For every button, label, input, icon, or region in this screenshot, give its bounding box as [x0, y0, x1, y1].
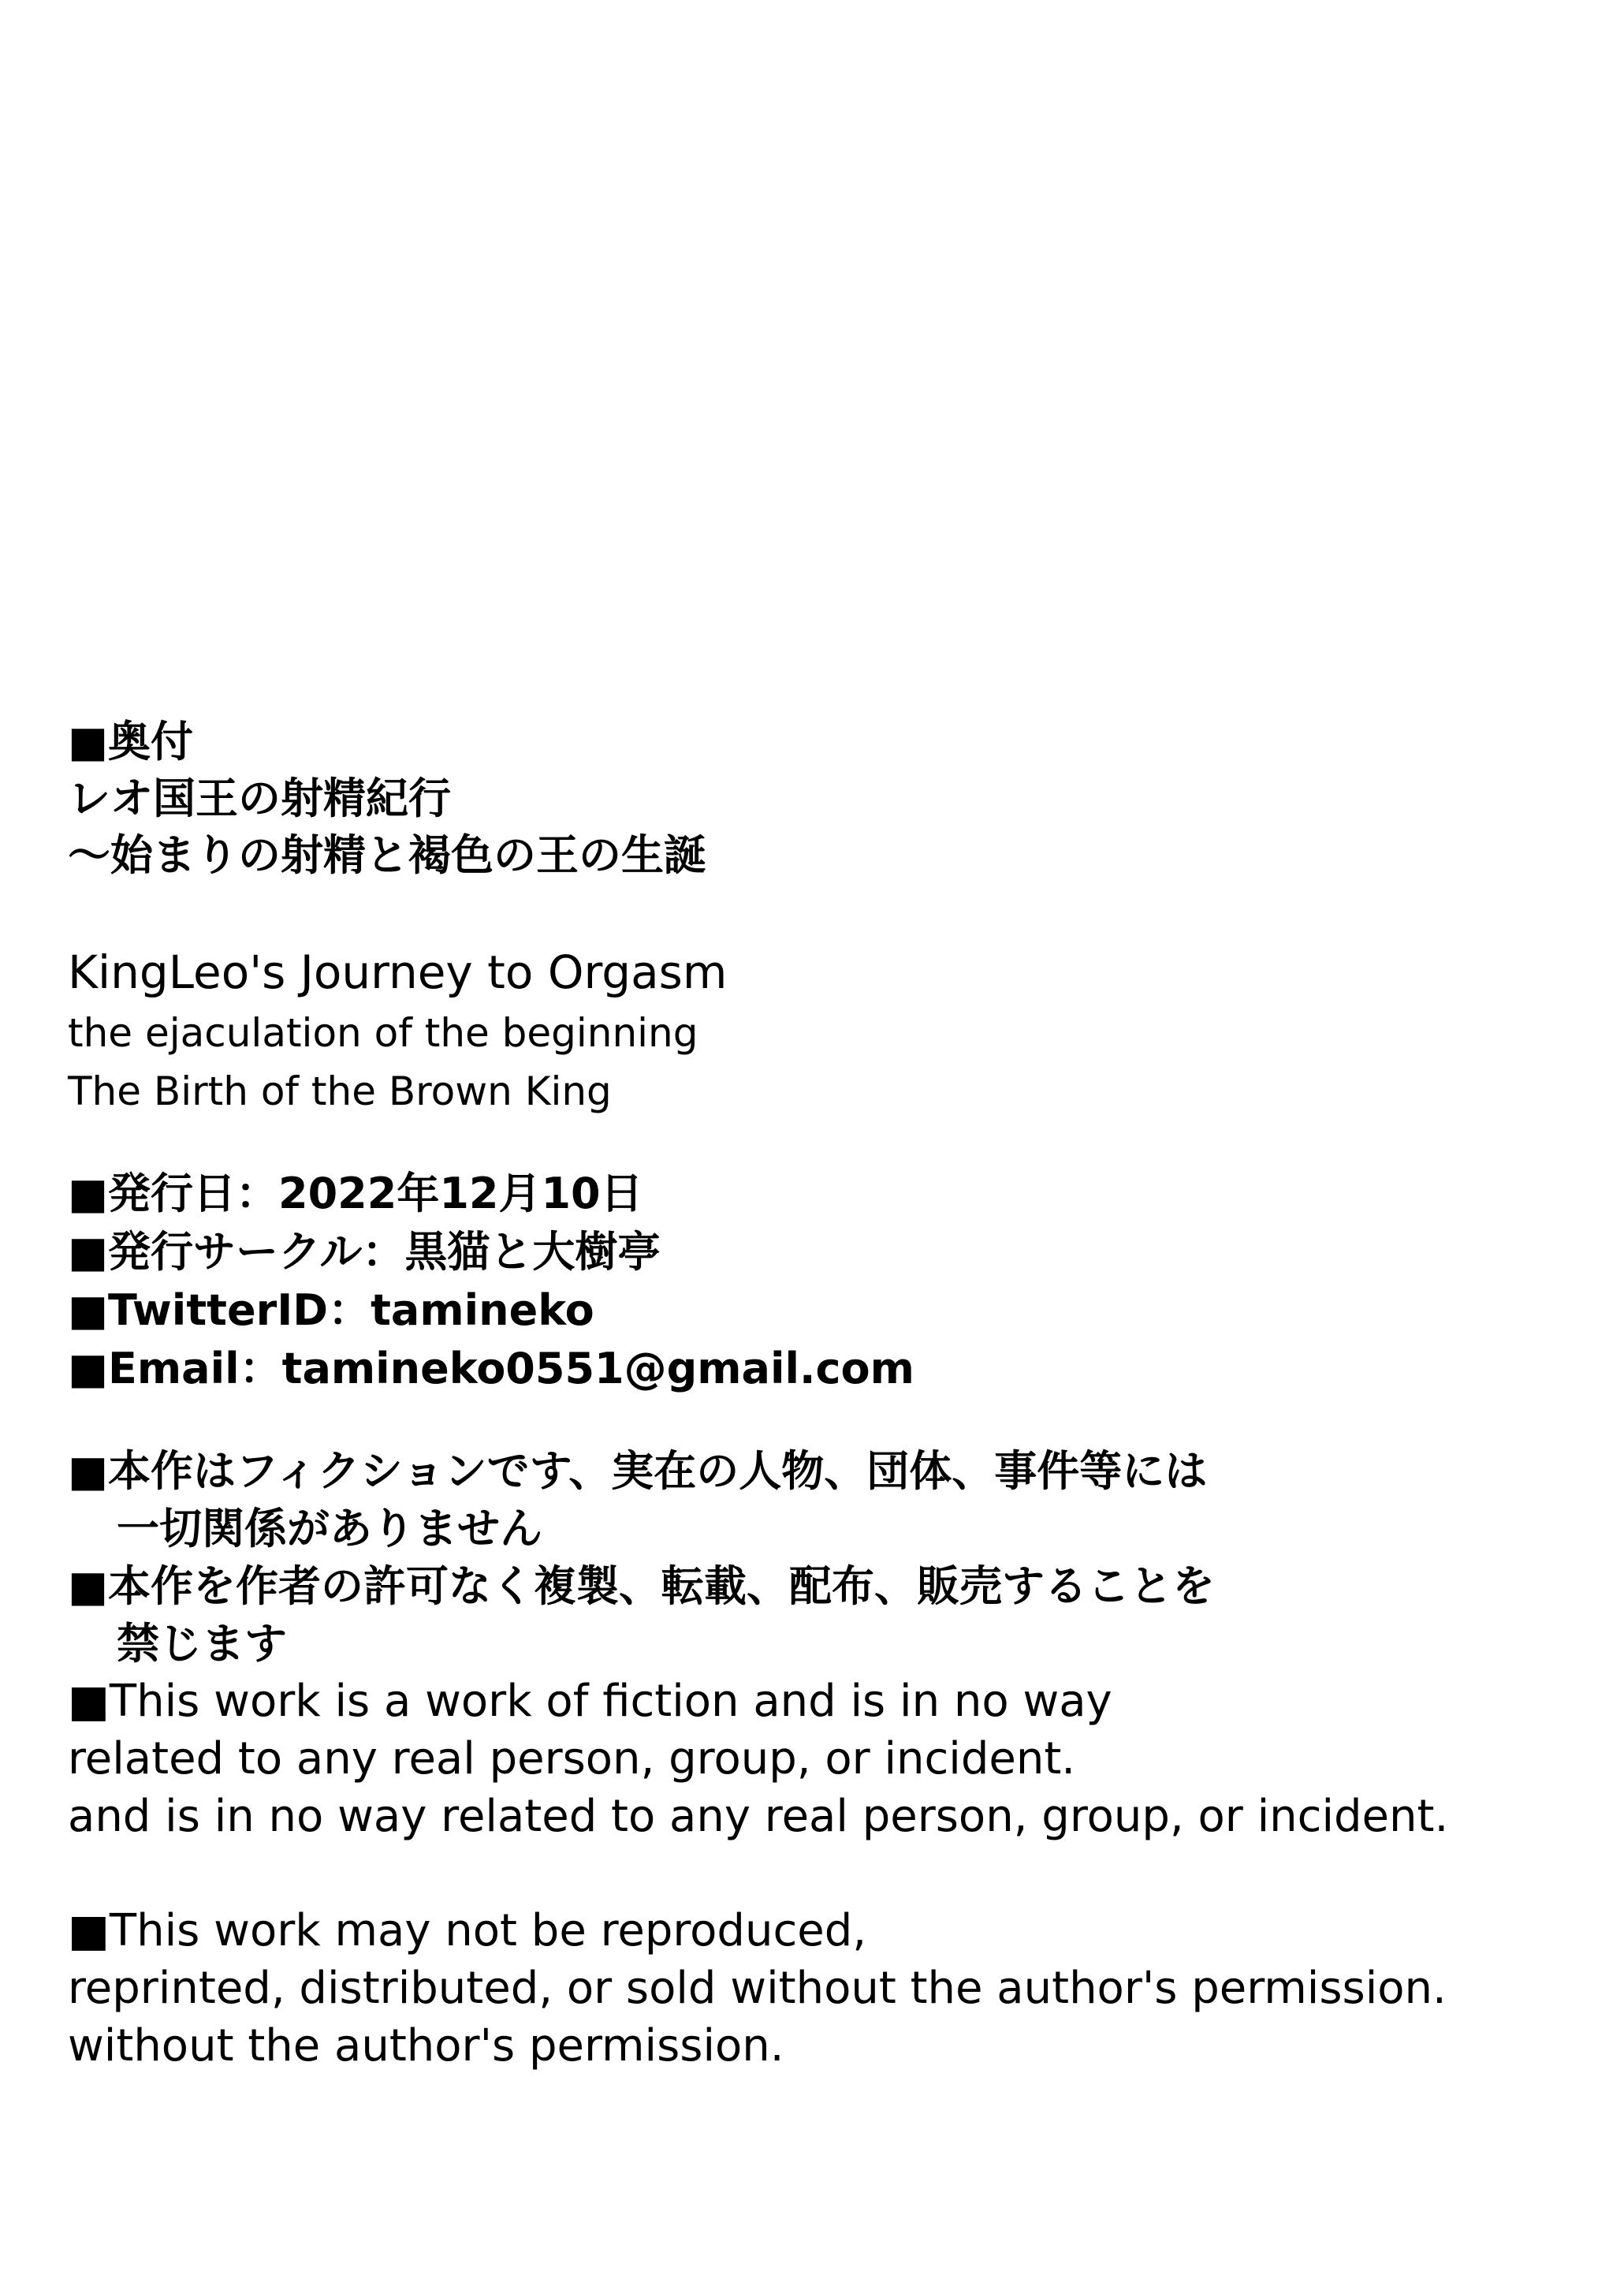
fiction-notice-en-line-2: related to any real person, group, or incident.: [68, 1733, 1076, 1784]
subtitle-en-line-2: The Birth of the Brown King: [68, 1068, 612, 1114]
fiction-notice-en-line-3: and is in no way related to any real person, group, or incident.: [68, 1791, 1449, 1842]
copyright-notice-jp: ■本作を作者の許可なく複製、転載、配布、販売することを: [68, 1561, 1216, 1611]
copyright-notice-en-line-2: reprinted, distributed, or sold without the author's permission.: [68, 1963, 1447, 2014]
spacer: [68, 1121, 1613, 1165]
title-jp-line-1: レオ国王の射精紀行: [68, 774, 451, 823]
colophon-block: [68, 714, 1613, 2075]
title-jp-line-2: 〜始まりの射精と褐色の王の生誕: [68, 830, 706, 880]
copyright-notice-en: ■This work may not be reproduced,: [68, 1905, 867, 1956]
colophon-heading: ■奥付: [68, 717, 194, 766]
publish-date: ■発行日：2022年12月10日: [68, 1169, 643, 1218]
copyright-notice-en-line-3: without the author's permission.: [68, 2020, 784, 2071]
subtitle-en-line-1: the ejaculation of the beginning: [68, 1010, 698, 1056]
spacer: [68, 1845, 1613, 1902]
twitter-id: ■TwitterID：tamineko: [68, 1285, 594, 1335]
copyright-notice-jp-cont: 禁じます: [117, 1619, 287, 1669]
fiction-notice-en: ■This work is a work of fiction and is in no way: [68, 1676, 1112, 1727]
spacer: [68, 884, 1613, 941]
email-address: ■Email：tamineko0551@gmail.com: [68, 1344, 914, 1393]
spacer: [68, 1398, 1613, 1442]
fiction-notice-jp: ■本作はフィクションです、実在の人物、団体、事件等には: [68, 1446, 1208, 1496]
title-en: KingLeo's Journey to Orgasm: [68, 945, 728, 999]
publishing-circle: ■発行サークル：黒猫と大樹亭: [68, 1227, 661, 1277]
fiction-notice-jp-cont: 一切関係がありません: [117, 1504, 542, 1553]
